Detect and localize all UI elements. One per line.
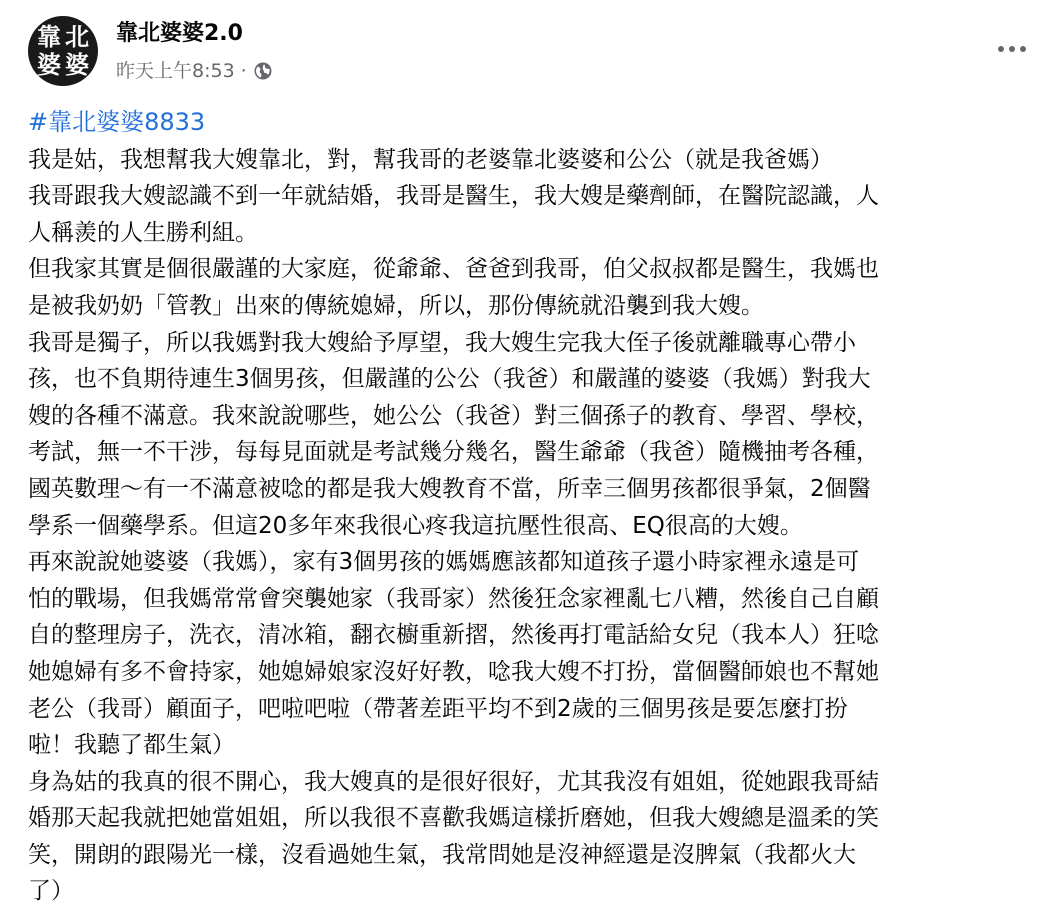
post-line: 孩，也不負期待連生3個男孩，但嚴謹的公公（我爸）和嚴謹的婆婆（我媽）對我大 [28,366,871,393]
hashtag-link[interactable]: #靠北婆婆8833 [28,108,206,136]
post-timestamp[interactable]: 昨天上午8:53 [116,60,235,82]
avatar[interactable] [28,16,98,86]
post-line: 我哥跟我大嫂認識不到一年就結婚，我哥是醫生，我大嫂是藥劑師，在醫院認識，人 [28,183,879,210]
post-line: 了） [28,878,74,905]
post-line: 啦！我聽了都生氣） [28,732,235,759]
avatar-char-1: 靠 [37,22,61,51]
post-line: 身為姑的我真的很不開心，我大嫂真的是很好很好，尤其我沒有姐姐，從她跟我哥結 [28,768,879,795]
post-line: 她媳婦有多不會持家，她媳婦娘家沒好好教，唸我大嫂不打扮，當個醫師娘也不幫她 [28,658,879,685]
post-line: 婚那天起我就把她當姐姐，所以我很不喜歡我媽這樣折磨她，但我大嫂總是溫柔的笑 [28,805,879,832]
avatar-char-2: 北 [65,22,89,51]
globe-icon[interactable] [253,61,273,81]
post-line: 笑，開朗的跟陽光一樣，沒看過她生氣，我常問她是沒神經還是沒脾氣（我都火大 [28,841,856,868]
avatar-char-4: 婆 [65,49,89,79]
post-line: 自的整理房子，洗衣，清冰箱，翻衣櫥重新摺，然後再打電話給女兒（我本人）狂唸 [28,622,879,649]
post-line: 是被我奶奶「管教」出來的傳統媳婦，所以，那份傳統就沿襲到我大嫂。 [28,292,764,319]
post-line: 再來說說她婆婆（我媽），家有3個男孩的媽媽應該都知道孩子還小時家裡永遠是可 [28,549,860,576]
author-name[interactable]: 靠北婆婆2.0 [116,21,243,46]
meta-separator: · [240,60,247,82]
avatar-logo [36,24,90,78]
post-line: 學系一個藥學系。但這20多年來我很心疼我這抗壓性很高、EQ很高的大嫂。 [28,512,803,539]
post-line: 國英數理～有一不滿意被唸的都是我大嫂教育不當，所幸三個男孩都很爭氣，2個醫 [28,475,871,502]
post-line: 我哥是獨子，所以我媽對我大嫂給予厚望，我大嫂生完我大侄子後就離職專心帶小 [28,329,856,356]
avatar-char-3: 婆 [37,49,61,79]
post-line: 嫂的各種不滿意。我來說說哪些，她公公（我爸）對三個孫子的教育、學習、學校， [28,402,879,429]
post-line: 考試，無一不干涉，每每見面就是考試幾分幾名，醫生爺爺（我爸）隨機抽考各種， [28,439,879,466]
post-line: 我是姑，我想幫我大嫂靠北，對，幫我哥的老婆靠北婆婆和公公（就是我爸媽） [28,146,833,173]
post-meta [116,58,273,84]
post-line: 但我家其實是個很嚴謹的大家庭，從爺爺、爸爸到我哥，伯父叔叔都是醫生，我媽也 [28,256,879,283]
post-line: 怕的戰場，但我媽常常會突襲她家（我哥家）然後狂念家裡亂七八糟，然後自己自顧 [28,585,879,612]
post-line: 人稱羨的人生勝利組。 [28,219,258,246]
post-header [28,16,1032,86]
more-options-icon[interactable] [992,36,1032,62]
post-body [28,104,1038,910]
post-line: 老公（我哥）顧面子，吧啦吧啦（帶著差距平均不到2歲的三個男孩是要怎麼打扮 [28,695,848,722]
